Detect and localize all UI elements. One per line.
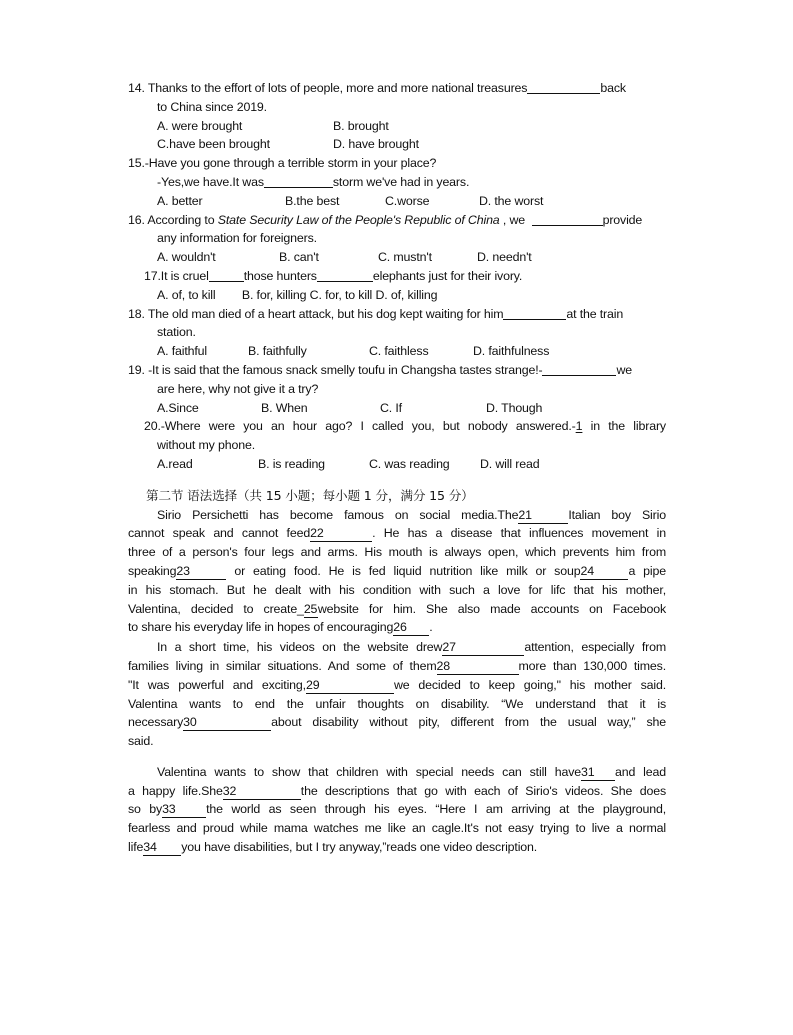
q14-option-d: D. have brought (333, 137, 419, 152)
p3-text: the world as seen through his eyes. “Here I am arriving at the playground, (206, 802, 666, 817)
q17-options: A. of, to kill B. for, killing C. for, to kill D. of, killing (157, 287, 438, 302)
q19-blank (542, 362, 616, 376)
blank-31: 31 (581, 765, 615, 781)
p1-text: a pipe (628, 563, 666, 578)
q16-option-c: C. mustn't (378, 250, 432, 265)
p3-text: life (128, 840, 144, 855)
p2-text: about disability without pity, different from the usual way,” she (271, 715, 666, 730)
p3-line-2 (128, 782, 666, 801)
p1-text: cannot speak and cannot feed (128, 526, 311, 541)
q14-options-row2 (128, 135, 666, 154)
q14-stem-a: 14. Thanks to the effort of lots of people, more and more national treasures (128, 81, 528, 95)
passage-paragraph-1 (128, 506, 666, 638)
question-17 (128, 267, 666, 286)
p1-text: . He has a disease that influences movement in (372, 526, 667, 541)
q18-stem-line2: station. (157, 325, 196, 340)
blank-29: 29 (306, 678, 394, 694)
blank-24: 24 (580, 564, 628, 580)
p2-text: necessary (128, 715, 184, 730)
p2-text: families living in similar situations. And some of them (128, 658, 437, 673)
q20-options (128, 455, 666, 474)
q20-option-a: A.read (157, 456, 193, 471)
p2-text: attention, especially from (524, 640, 666, 655)
p3-line-4: fearless and proud while mama watches me like an cagle.It's not easy trying to live a normal (128, 821, 666, 836)
q14-stem-line2: to China since 2019. (157, 99, 267, 114)
q15-option-c: C.worse (385, 193, 430, 208)
p2-line-5 (128, 713, 666, 732)
q16-stem-line2: any information for foreigners. (157, 231, 317, 246)
q15-blank (264, 174, 333, 188)
p1-text: website for him. She also made accounts on Facebook (317, 601, 666, 616)
document-page (128, 79, 666, 857)
p2-text: we decided to keep going," his mother said. (393, 677, 667, 692)
q18-stem-a: 18. The old man died of a heart attack, but his dog kept waiting for him (128, 306, 504, 321)
p3-line-5 (128, 838, 666, 857)
q19-option-c: C. If (380, 400, 402, 415)
p1-line-3: three of a person's four legs and arms. His mouth is always open, which prevents him from (128, 545, 666, 560)
q20-stem-b: in the library (582, 419, 666, 434)
blank-26: 26 (393, 620, 429, 636)
q16-option-d: D. needn't (477, 250, 532, 265)
p1-line-4 (128, 562, 666, 581)
p2-line-2 (128, 657, 666, 676)
q15-stem-a: -Yes,we have.It was (157, 174, 264, 189)
q18-option-b: B. faithfully (248, 344, 307, 359)
p1-line-5: in his stomach. But he dealt with his condition with such a love for lifc that his mother, (128, 582, 666, 597)
blank-23: 23 (176, 564, 226, 580)
p3-text: you have disabilities, but I try anyway,”reads one video description. (181, 840, 538, 855)
blank-33: 33 (162, 802, 206, 818)
p3-text: and lead (615, 764, 666, 779)
q17-stem-a: 17.It is cruel (144, 268, 209, 283)
question-15 (128, 173, 666, 192)
blank-21: 21 (518, 508, 568, 524)
q15-stem-line1: 15.-Have you gone through a terrible storm in your place? (128, 156, 437, 171)
blank-28: 28 (437, 659, 519, 675)
p1-text: . (429, 620, 433, 635)
q20-stem-line2: without my phone. (157, 438, 256, 453)
blank-34: 34 (143, 840, 181, 856)
q17-blank-1 (209, 268, 244, 282)
p3-text: the descriptions that go with each of Sirio's videos. She does (300, 783, 666, 798)
p1-text: or eating food. He is fed liquid nutrition like milk or soup (226, 563, 581, 578)
p2-line-6: said. (128, 734, 154, 749)
p2-line-3 (128, 676, 666, 695)
p1-line-7 (128, 618, 666, 637)
q19-stem-b: we (616, 362, 633, 377)
q18-option-c: C. faithless (369, 344, 429, 359)
q14-option-c: C.have been brought (157, 137, 270, 152)
q14-blank (527, 80, 600, 94)
q16-options (128, 248, 666, 267)
question-18 (128, 305, 666, 324)
q17-blank-2 (317, 268, 373, 282)
q16-option-a: A. wouldn't (157, 250, 216, 265)
section-2-title: 第二节 语法选择（共 15 小题；每小题 1 分，满分 15 分） (146, 487, 474, 503)
question-14 (128, 79, 666, 98)
q15-option-b: B.the best (285, 193, 340, 208)
p3-text: a happy life.She (128, 783, 223, 798)
q16-stem-c: provide (602, 212, 643, 227)
p3-line-1 (128, 763, 666, 782)
q19-options (128, 399, 666, 418)
q19-option-d: D. Though (486, 400, 543, 415)
q15-option-d: D. the worst (479, 193, 544, 208)
q15-option-a: A. better (157, 193, 203, 208)
question-19 (128, 361, 666, 380)
q18-option-d: D. faithfulness (473, 344, 550, 359)
q20-option-c: C. was reading (369, 456, 450, 471)
q18-option-a: A. faithful (157, 344, 208, 359)
p1-text: to share his everyday life in hopes of encouraging (128, 620, 394, 635)
blank-25: 25 (303, 601, 318, 616)
passage-paragraph-2 (128, 638, 666, 751)
p2-line-1 (128, 638, 666, 657)
q16-blank (532, 212, 603, 226)
p1-text: Sirio Persichetti has become famous on social media.The (157, 507, 519, 522)
q18-options (128, 342, 666, 361)
q14-option-b: B. brought (333, 118, 389, 133)
p1-text: Valentina, decided to create_ (128, 601, 304, 616)
q15-stem-b: storm we've had in years. (332, 174, 470, 189)
p2-text: In a short time, his videos on the website drew (157, 640, 443, 655)
p2-text: more than 130,000 times. (518, 658, 666, 673)
question-16 (128, 211, 666, 230)
p1-line-2 (128, 524, 666, 543)
p1-text: speaking (128, 563, 177, 578)
blank-30: 30 (183, 715, 271, 731)
p2-line-4: Valentina wants to end the unfair thoughts on disability. “We understand that it is (128, 696, 666, 711)
q19-option-a: A.Since (157, 400, 199, 415)
q19-stem-line2: are here, why not give it a try? (157, 381, 319, 396)
q18-blank (503, 306, 566, 320)
p3-line-3 (128, 800, 666, 819)
q19-option-b: B. When (261, 400, 308, 415)
q14-stem-b: back (600, 81, 626, 95)
q16-stem-a: 16. According to (128, 212, 218, 227)
p1-line-1 (128, 506, 666, 525)
question-20 (128, 417, 666, 436)
q20-stem-a: 20.-Where were you an hour ago? I called you, but nobody answered.- (144, 419, 576, 434)
q14-option-a: A. were brought (157, 118, 243, 133)
q18-stem-b: at the train (566, 306, 624, 321)
blank-22: 22 (310, 526, 372, 542)
q16-stem-italic: State Security Law of the People's Republic of China (217, 212, 500, 227)
p3-text: so by (128, 802, 163, 817)
q16-option-b: B. can't (279, 250, 319, 265)
q14-options-row1 (128, 117, 666, 136)
q17-stem-c: elephants just for their ivory. (372, 268, 523, 283)
p1-line-6 (128, 600, 666, 619)
q17-stem-b: those hunters (243, 268, 317, 283)
p3-text: Valentina wants to show that children with special needs can still have (157, 764, 581, 779)
blank-32: 32 (223, 784, 301, 800)
q20-option-b: B. is reading (258, 456, 325, 471)
q15-options (128, 192, 666, 211)
q19-stem-a: 19. -It is said that the famous snack smelly toufu in Changsha tastes strange!- (128, 362, 543, 377)
passage-paragraph-3 (128, 763, 666, 857)
p1-text: Italian boy Sirio (568, 507, 666, 522)
p2-text: "It was powerful and exciting, (128, 677, 306, 692)
blank-27: 27 (442, 640, 524, 656)
q20-blank-1: 1 (575, 419, 583, 434)
q20-option-d: D. will read (480, 456, 540, 471)
q16-stem-b: , we (499, 212, 525, 227)
